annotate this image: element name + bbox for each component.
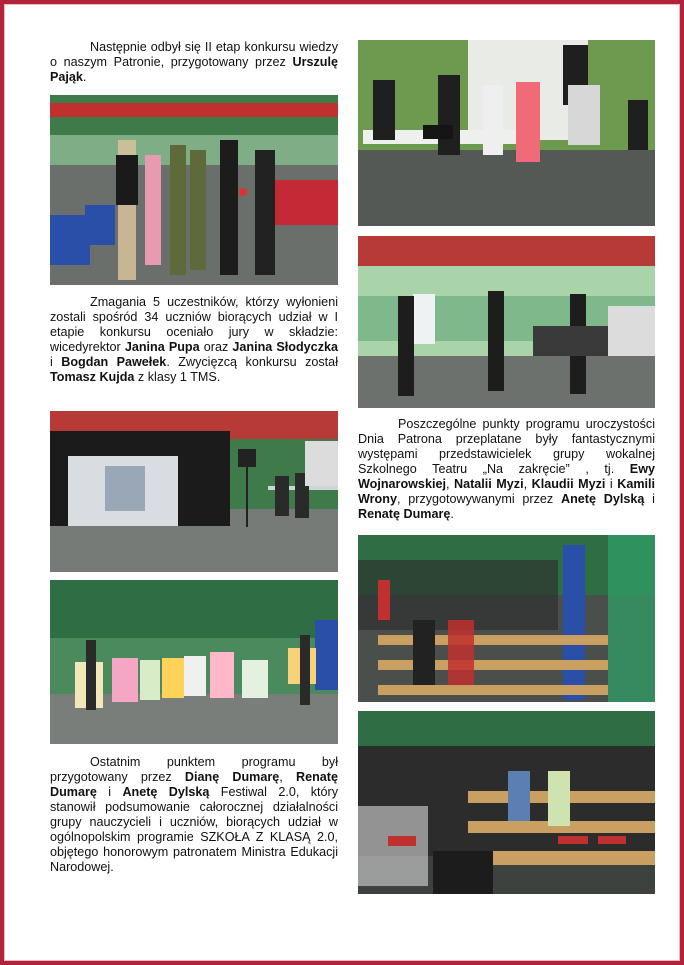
festival-organizer-1: Dianę Dumarę	[184, 770, 280, 784]
photo-projection-screen	[50, 411, 338, 572]
singer-3: Klaudii Myzi	[531, 477, 606, 491]
jury-member-3: Bogdan Pawełek	[61, 355, 167, 369]
photo-jury-table	[358, 40, 655, 226]
photo-audience-bleachers	[358, 535, 655, 702]
coach-2: Renatę Dumarę	[358, 507, 451, 521]
photo-contest-participants	[50, 95, 338, 285]
singer-2: Natalii Myzi	[453, 477, 524, 491]
jury-member-2: Janina Słodyczka	[232, 340, 338, 354]
jury-member-1: Janina Pupa	[124, 340, 200, 354]
festival-organizer-2: Renatę Dumarę	[50, 770, 338, 799]
coach-1: Anetę Dylską	[561, 492, 645, 506]
photo-students-with-posters	[50, 580, 338, 744]
jury-paragraph: Zmagania 5 uczestników, którzy wyłonieni zostali spośród 34 uczniów biorących udział w I etapie konkursu oceniało jury w składzie: wicedyrektor Janina Pupa oraz Janina Słodyczka i Bogdan Pawełek. Zwycięzcą konkursu został Tomasz Kujda z klasy 1 TMS.	[50, 295, 338, 384]
performances-paragraph: Poszczególne punkty programu uroczystości Dnia Patrona przeplatane były fantastycznymi występami przedstawicielek grupy wokalnej Szkolnego Teatru „Na zakręcie” , tj. Ewy Wojnarowskiej, Natalii Myzi, Klaudii Myzi i Kamili Wrony, przygotowywanymi przez Anetę Dylską i Renatę Dumarę.	[358, 417, 656, 521]
singer-1: Ewy Wojnarowskiej	[358, 462, 655, 491]
contest-winner: Tomasz Kujda	[50, 370, 135, 384]
organizer-name: Urszulę Pająk	[50, 55, 338, 84]
festival-organizer-3: Anetę Dylską	[122, 785, 210, 799]
photo-audience-crowd	[358, 711, 655, 894]
contest-intro-paragraph: Następnie odbył się II etap konkursu wiedzy o naszym Patronie, przygotowany przez Urszulę Pająk.	[50, 40, 338, 84]
festival-paragraph: Ostatnim punktem programu był przygotowany przez Dianę Dumarę, Renatę Dumarę i Anetę Dylską Festiwal 2.0, który stanowił podsumowanie całorocznej działalności grupy nauczycieli i uczniów, biorących udział w ogólnopolskim programie SZKOŁA Z KLASĄ 2.0, objętego honorowym patronatem Ministra Edukacji Narodowej.	[50, 755, 338, 874]
photo-vocal-group	[358, 236, 655, 408]
singer-4: Kamili Wrony	[358, 477, 656, 506]
